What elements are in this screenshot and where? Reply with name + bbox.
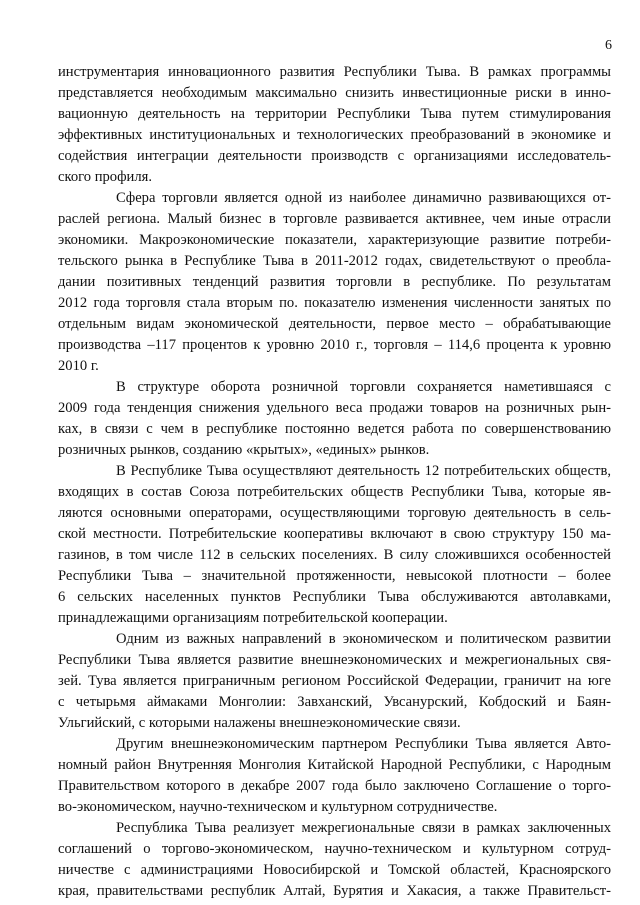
text-line: входящих в состав Союза потребительских обществ Республики Тыва, которые яв-: [58, 484, 611, 500]
text-line: ского профиля.: [58, 169, 153, 185]
page-number: 6: [605, 38, 612, 53]
text-line: номный район Внутренняя Монголия Китайской Народной Республики, с Народным: [58, 757, 611, 773]
paragraph: [58, 629, 611, 734]
text-line: ляются основными операторами, осуществляющими торговую деятельность в сель-: [58, 505, 611, 521]
text-line: представляется необходимым максимально снизить инвестиционные риски в инно-: [58, 85, 611, 101]
text-line: с четырьмя аймаками Монголии: Завханский, Увсанурский, Кобдоский и Баян-: [58, 694, 611, 710]
text-line: В структуре оборота розничной торговли сохраняется наметившаяся с: [116, 379, 611, 395]
text-line: ничестве с администрациями Новосибирской и Томской областей, Красноярского: [58, 862, 611, 878]
text-line: 2010 г.: [58, 358, 99, 374]
text-line: края, правительствами республик Алтай, Бурятия и Хакасия, а также Правительст-: [58, 883, 611, 899]
text-line: розничных рынков, созданию «крытых», «единых» рынков.: [58, 442, 430, 458]
text-line: ской местности. Потребительские кооперативы включают в свою структуру 150 ма-: [58, 526, 611, 542]
text-line: дании позитивных тенденций развития торговли в республике. По результатам: [58, 274, 611, 290]
text-line: Республики Тыва является развитие внешнеэкономических и межрегиональных свя-: [58, 652, 611, 668]
text-line: Одним из важных направлений в экономическом и политическом развитии: [116, 631, 611, 647]
text-line: ках, в связи с чем в республике постоянно ведется работа по совершенствованию: [58, 421, 611, 437]
paragraph: [58, 377, 611, 461]
text-line: во-экономическом, научно-техническом и культурном сотрудничестве.: [58, 799, 498, 815]
text-line: Республики Тыва – значительной протяженности, невысокой плотности – более: [58, 568, 611, 584]
paragraph: [58, 461, 611, 629]
text-line: эффективных институциональных и технологических преобразований в экономике и: [58, 127, 611, 143]
text-line: экономики. Макроэкономические показатели, характеризующие развитие потреби-: [58, 232, 611, 248]
text-line: раслей региона. Малый бизнес в торговле развивается активнее, чем иные отрасли: [58, 211, 611, 227]
body-text: [58, 62, 611, 902]
text-line: тельского рынка в Республике Тыва в 2011-2012 годах, свидетельствуют о преобла-: [58, 253, 611, 269]
text-line: газинов, в том числе 112 в сельских поселениях. В силу сложившихся особенностей: [58, 547, 611, 563]
text-line: Правительством которого в декабре 2007 года было заключено Соглашение о торго-: [58, 778, 611, 794]
paragraph: [58, 188, 611, 377]
paragraph: [58, 734, 611, 818]
text-line: соглашений о торгово-экономическом, научно-техническом и культурном сотруд-: [58, 841, 611, 857]
text-line: содействия интеграции деятельности производств с организациями исследователь-: [58, 148, 611, 164]
text-line: 2012 года торговля стала вторым по. показателю изменения численности занятых по: [58, 295, 611, 311]
text-line: принадлежащими организациям потребительской кооперации.: [58, 610, 448, 626]
text-line: отдельным видам экономической деятельности, первое место – обрабатывающие: [58, 316, 611, 332]
paragraph: [58, 62, 611, 188]
text-line: Сфера торговли является одной из наиболее динамично развивающихся от-: [116, 190, 611, 206]
text-line: вационную деятельность на территории Республики Тыва путем стимулирования: [58, 106, 611, 122]
text-line: 6 сельских населенных пунктов Республики Тыва обслуживаются автолавками,: [58, 589, 611, 605]
text-line: В Республике Тыва осуществляют деятельность 12 потребительских обществ,: [116, 463, 611, 479]
text-line: 2009 года тенденция снижения удельного веса продажи товаров на розничных рын-: [58, 400, 611, 416]
text-line: Другим внешнеэкономическим партнером Республики Тыва является Авто-: [116, 736, 611, 752]
text-line: Ульгийский, с которыми налажены внешнеэкономические связи.: [58, 715, 461, 731]
text-line: производства –117 процентов к уровню 2010 г., торговля – 114,6 процента к уровню: [58, 337, 611, 353]
text-line: Республика Тыва реализует межрегиональные связи в рамках заключенных: [116, 820, 611, 836]
text-line: зей. Тува является приграничным регионом Российской Федерации, граничит на юге: [58, 673, 611, 689]
text-line: инструментария инновационного развития Республики Тыва. В рамках программы: [58, 64, 611, 80]
paragraph: [58, 818, 611, 902]
